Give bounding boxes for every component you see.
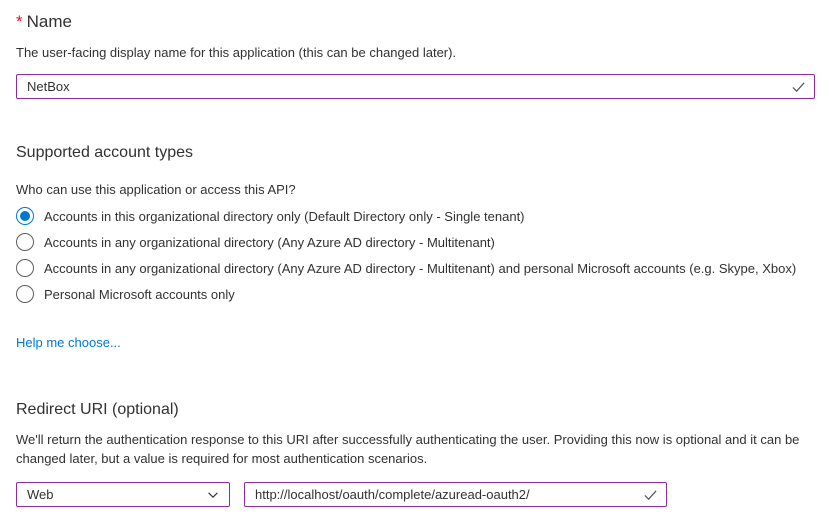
radio-option-multitenant-personal[interactable] — [16, 259, 815, 277]
radio-option-multitenant[interactable] — [16, 233, 815, 251]
account-types-question: Who can use this application or access this API? — [16, 182, 296, 197]
redirect-uri-row — [16, 482, 815, 507]
platform-select-value: Web — [27, 487, 54, 502]
radio-option-personal-only[interactable] — [16, 285, 815, 303]
account-types-radio-group — [16, 207, 815, 303]
name-input[interactable] — [16, 74, 815, 99]
name-field-description: The user-facing display name for this application (this can be changed later). — [16, 45, 457, 60]
help-me-choose-link[interactable]: Help me choose... — [16, 335, 121, 350]
radio-label: Personal Microsoft accounts only — [44, 286, 235, 302]
radio-label: Accounts in any organizational directory (Any Azure AD directory - Multitenant) — [44, 234, 495, 250]
required-asterisk: * — [16, 12, 23, 31]
name-field-label — [16, 11, 815, 33]
radio-label: Accounts in this organizational directory only (Default Directory only - Single tenant) — [44, 208, 525, 224]
radio-button[interactable] — [16, 285, 34, 303]
radio-button[interactable] — [16, 207, 34, 225]
name-input-wrap — [16, 74, 815, 99]
name-label-text: Name — [26, 12, 72, 31]
radio-button[interactable] — [16, 233, 34, 251]
redirect-uri-description: We'll return the authentication response to this URI after successfully authenticating the user. Providing this now is optional and it can be changed later, but a value is required for most authentication scenarios. — [16, 432, 800, 466]
supported-account-types-heading: Supported account types — [16, 144, 194, 161]
redirect-uri-input[interactable] — [244, 482, 667, 507]
platform-select[interactable] — [16, 482, 230, 507]
radio-label: Accounts in any organizational directory (Any Azure AD directory - Multitenant) and personal Microsoft accounts (e.g. Skype, Xbox) — [44, 260, 797, 276]
uri-input-wrap — [244, 482, 667, 507]
radio-button[interactable] — [16, 259, 34, 277]
radio-option-single-tenant[interactable] — [16, 207, 815, 225]
chevron-down-icon — [206, 488, 220, 502]
redirect-uri-heading: Redirect URI (optional) — [16, 401, 179, 418]
